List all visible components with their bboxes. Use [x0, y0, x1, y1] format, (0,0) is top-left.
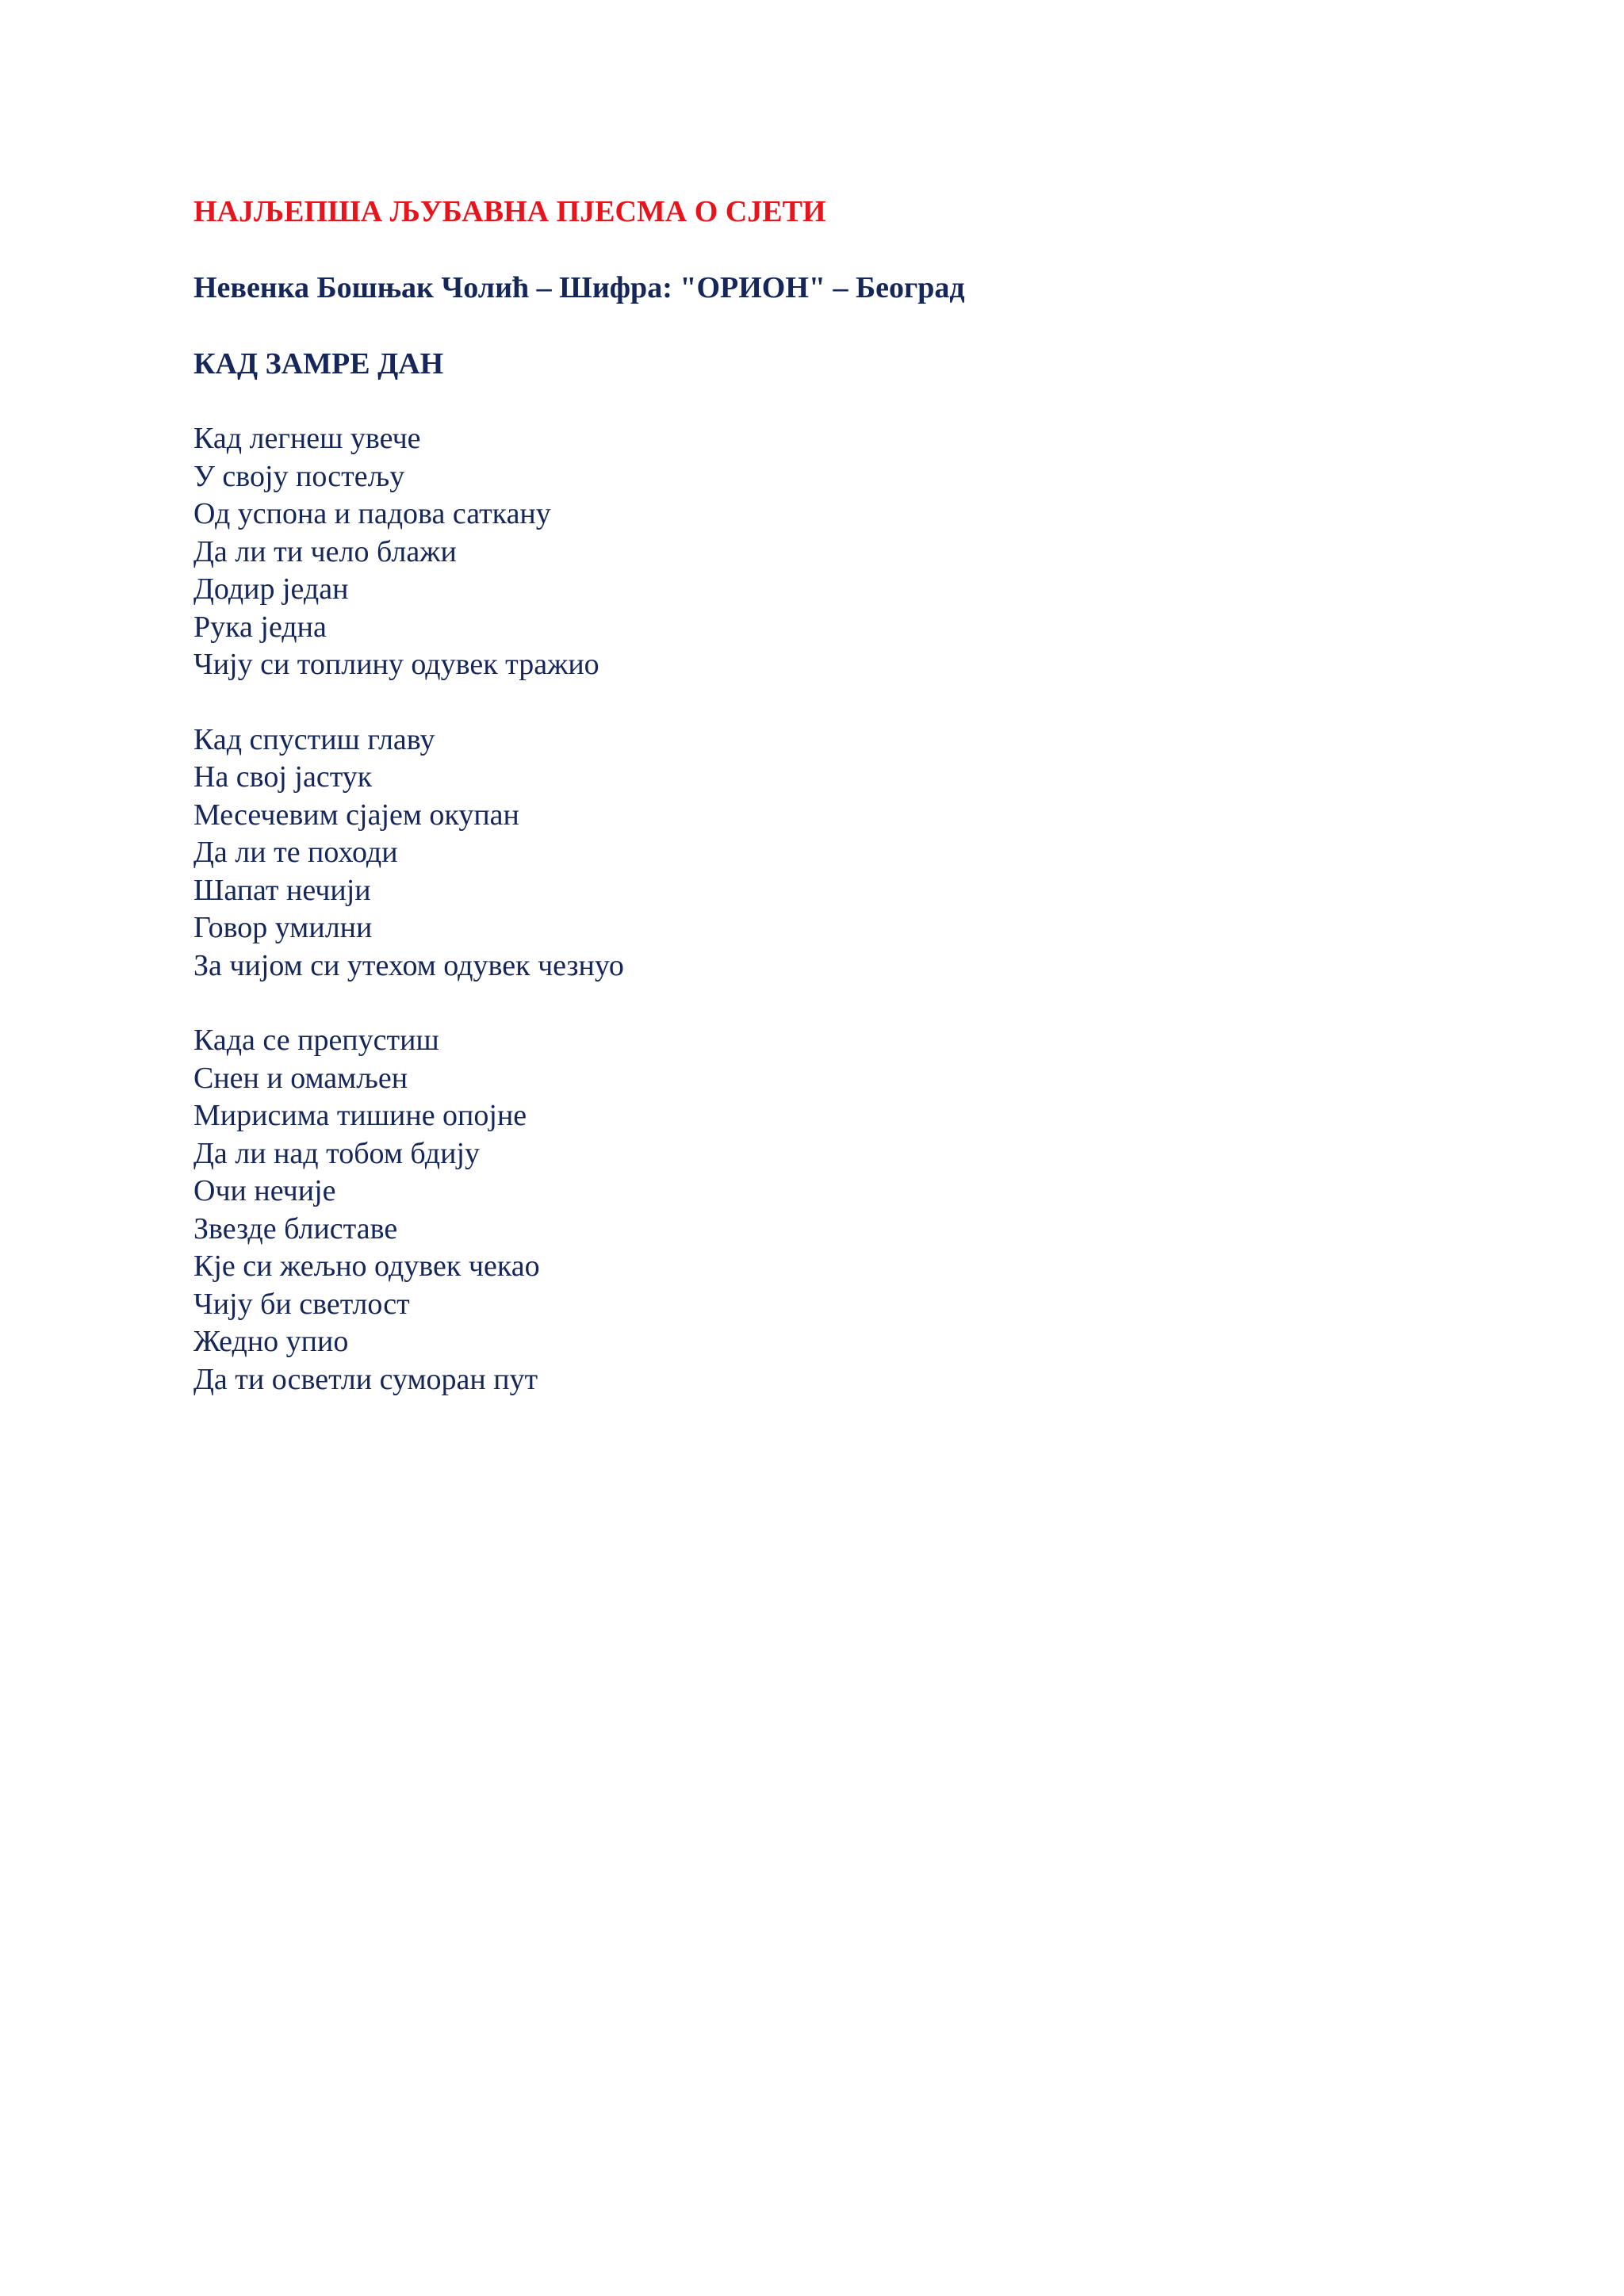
poem-line: Снен и омамљен — [193, 1061, 408, 1095]
poem-line: Кад легнеш увече — [193, 422, 421, 455]
poem-line: Жедно упио — [193, 1325, 349, 1358]
poem-line: Рука једна — [193, 610, 327, 644]
poem-line: Очи нечије — [193, 1174, 336, 1207]
document-page — [193, 193, 1542, 1436]
poem-line: Звезде блиставе — [193, 1211, 398, 1246]
poem-line: Када се препустиш — [193, 1024, 439, 1057]
poem-title: КАД ЗАМРЕ ДАН — [193, 347, 444, 381]
poem-line: Мирисима тишине опојне — [193, 1099, 527, 1132]
poem-line: Месечевим сјајем окупан — [193, 798, 519, 832]
poem-line: Кад спустиш главу — [193, 722, 435, 756]
poem-line: У своју постељу — [193, 459, 405, 493]
poem-line: Додир један — [193, 572, 349, 606]
stanza-3 — [193, 1022, 1542, 1399]
poem-line: Да ли над тобом бдију — [193, 1136, 480, 1170]
poem-line: За чијом си утехом одувек чезнуо — [193, 948, 624, 982]
poem-line: Шапат нечији — [193, 873, 371, 907]
author-line: Невенка Бошњак Чолић – Шифра: "ОРИОН" – Београд — [193, 271, 965, 304]
stanza-2 — [193, 721, 1542, 985]
poem-line: Да ли ти чело блажи — [193, 534, 457, 568]
poem-line: Говор умилни — [193, 911, 373, 944]
poem-line: Чију би светлост — [193, 1287, 410, 1321]
document-header: НАЈЉЕПША ЉУБАВНА ПЈЕСМА О СЈЕТИ — [193, 195, 826, 228]
poem-line: Кје си жељно одувек чекао — [193, 1249, 540, 1283]
stanza-1 — [193, 420, 1542, 684]
poem-line: Да ти осветли суморан пут — [193, 1362, 538, 1396]
poem-body — [193, 420, 1542, 1399]
poem-line: Чију си топлину одувек тражио — [193, 648, 599, 681]
poem-line: На свој јастук — [193, 760, 373, 794]
poem-line: Од успона и падова саткану — [193, 497, 551, 530]
poem-line: Да ли те походи — [193, 836, 398, 869]
